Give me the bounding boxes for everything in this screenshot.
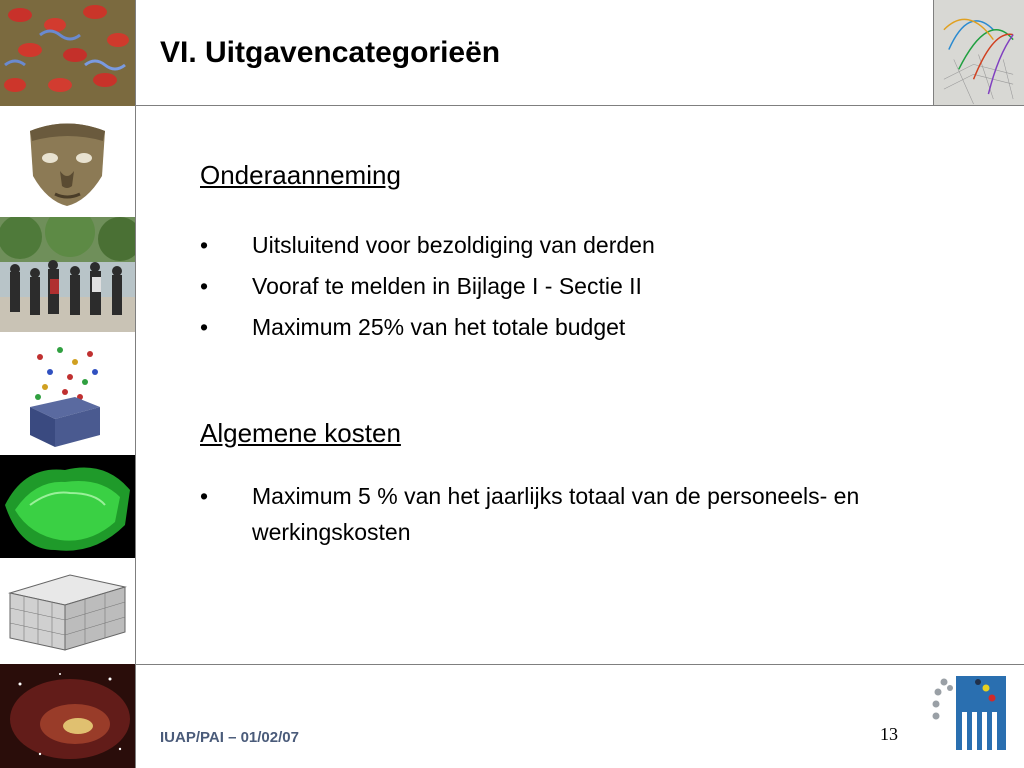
page-number: 13 — [880, 724, 898, 744]
list-item — [200, 309, 1000, 345]
network-graph-image — [933, 0, 1024, 106]
galaxy-nebula-image — [0, 664, 135, 768]
section-heading-algemene-kosten: Algemene kosten — [200, 418, 401, 448]
slide-title: VI. Uitgavencategorieën — [160, 36, 501, 69]
mask-artifact-image — [0, 106, 135, 217]
list-item — [200, 227, 1000, 263]
bullet-list-algemene-kosten — [200, 478, 1010, 555]
bullet-list-onderaanneming — [200, 227, 1000, 350]
section-heading-onderaanneming: Onderaanneming — [200, 160, 401, 190]
blood-cells-image — [0, 0, 135, 106]
list-item — [200, 268, 1000, 304]
institution-logo — [928, 672, 1010, 754]
molecular-cube-image — [0, 332, 135, 455]
vertical-divider — [135, 0, 136, 768]
bullet-text: Maximum 25% van het totale budget — [252, 314, 626, 340]
mesh-block-image — [0, 558, 135, 664]
list-item — [200, 478, 1010, 550]
crowd-street-image — [0, 217, 135, 332]
header-divider — [135, 105, 1024, 106]
bullet-icon: • — [200, 483, 209, 509]
bullet-text: Maximum 5 % van het jaarlijks totaal van de personeels- en werkingskosten — [252, 483, 860, 545]
bullet-icon: • — [200, 232, 209, 258]
bullet-icon: • — [200, 314, 209, 340]
bullet-text: Vooraf te melden in Bijlage I - Sectie II — [252, 273, 642, 299]
footer-label: IUAP/PAI – 01/02/07 — [160, 729, 299, 746]
bullet-text: Uitsluitend voor bezoldiging van derden — [252, 232, 655, 258]
bullet-icon: • — [200, 273, 209, 299]
green-terrain-image — [0, 455, 135, 558]
footer-divider — [135, 664, 1024, 665]
